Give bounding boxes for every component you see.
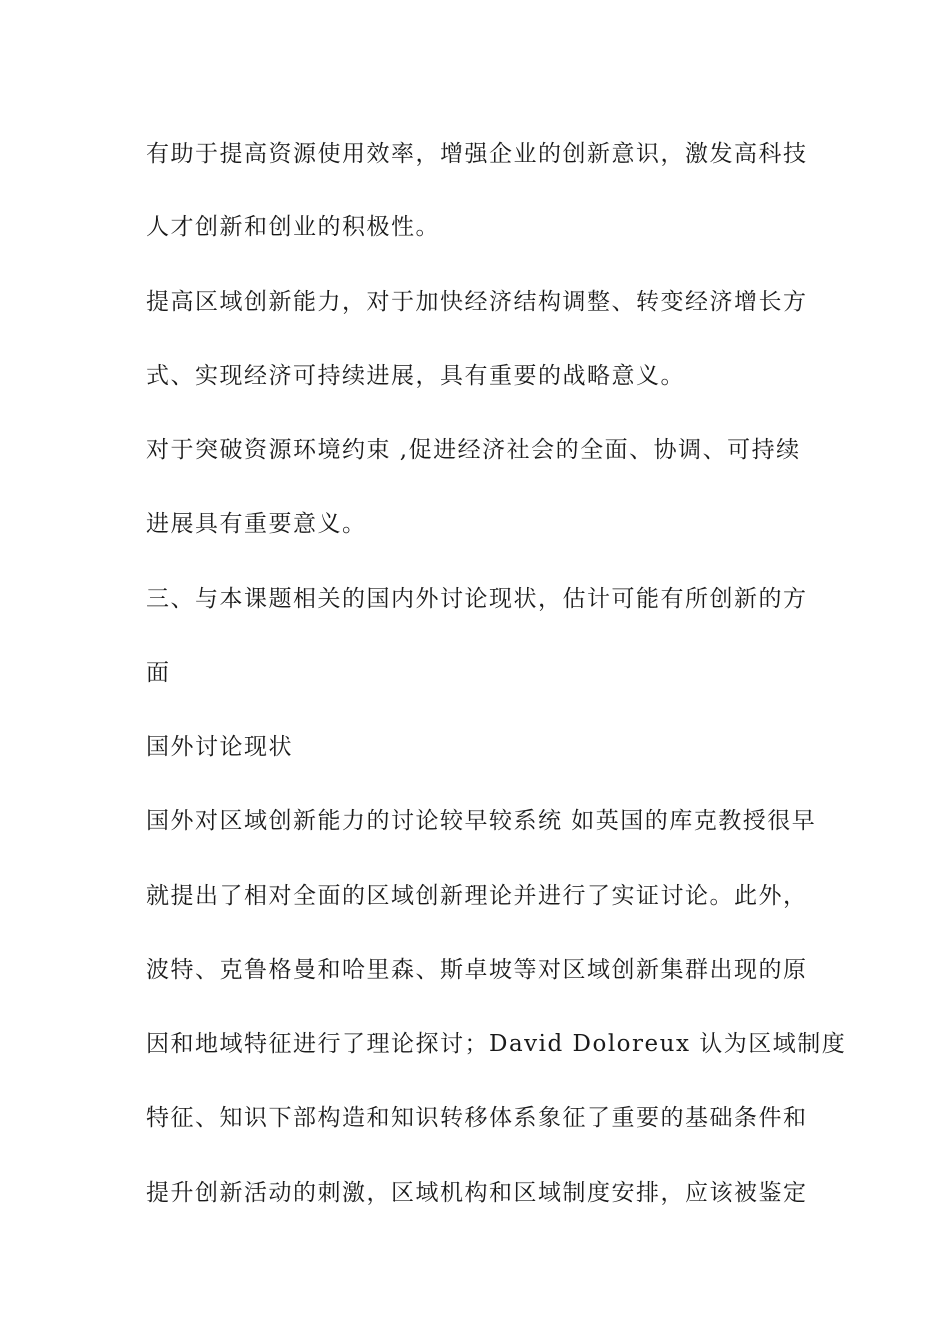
paragraph-line: 式、实现经济可持续进展，具有重要的战略意义。 bbox=[146, 363, 685, 389]
paragraph-line: 特征、知识下部构造和知识转移体系象征了重要的基础条件和 bbox=[146, 1105, 808, 1131]
paragraph-line: 提高区域创新能力，对于加快经济结构调整、转变经济增长方 bbox=[146, 289, 808, 315]
paragraph-line: 波特、克鲁格曼和哈里森、斯卓坡等对区域创新集群出现的原 bbox=[146, 957, 808, 983]
paragraph-line: 国外对区域创新能力的讨论较早较系统 如英国的库克教授很早 bbox=[146, 808, 817, 834]
section-heading-line: 面 bbox=[146, 660, 171, 686]
paragraph-line: 有助于提高资源使用效率，增强企业的创新意识，激发高科技 bbox=[146, 141, 808, 167]
section-heading-line: 三、与本课题相关的国内外讨论现状，估计可能有所创新的方 bbox=[146, 586, 808, 612]
paragraph-line: 就提出了相对全面的区域创新理论并进行了实证讨论。此外， bbox=[146, 883, 808, 909]
paragraph-line: 进展具有重要意义。 bbox=[146, 511, 367, 537]
paragraph-line: 提升创新活动的刺激，区域机构和区域制度安排，应该被鉴定 bbox=[146, 1180, 808, 1206]
paragraph-line: 因和地域特征进行了理论探讨；David Doloreux 认为区域制度 bbox=[146, 1031, 847, 1057]
paragraph-line: 对于突破资源环境约束 ,促进经济社会的全面、协调、可持续 bbox=[146, 437, 801, 463]
paragraph-line: 人才创新和创业的积极性。 bbox=[146, 214, 440, 240]
subsection-heading: 国外讨论现状 bbox=[146, 734, 293, 760]
